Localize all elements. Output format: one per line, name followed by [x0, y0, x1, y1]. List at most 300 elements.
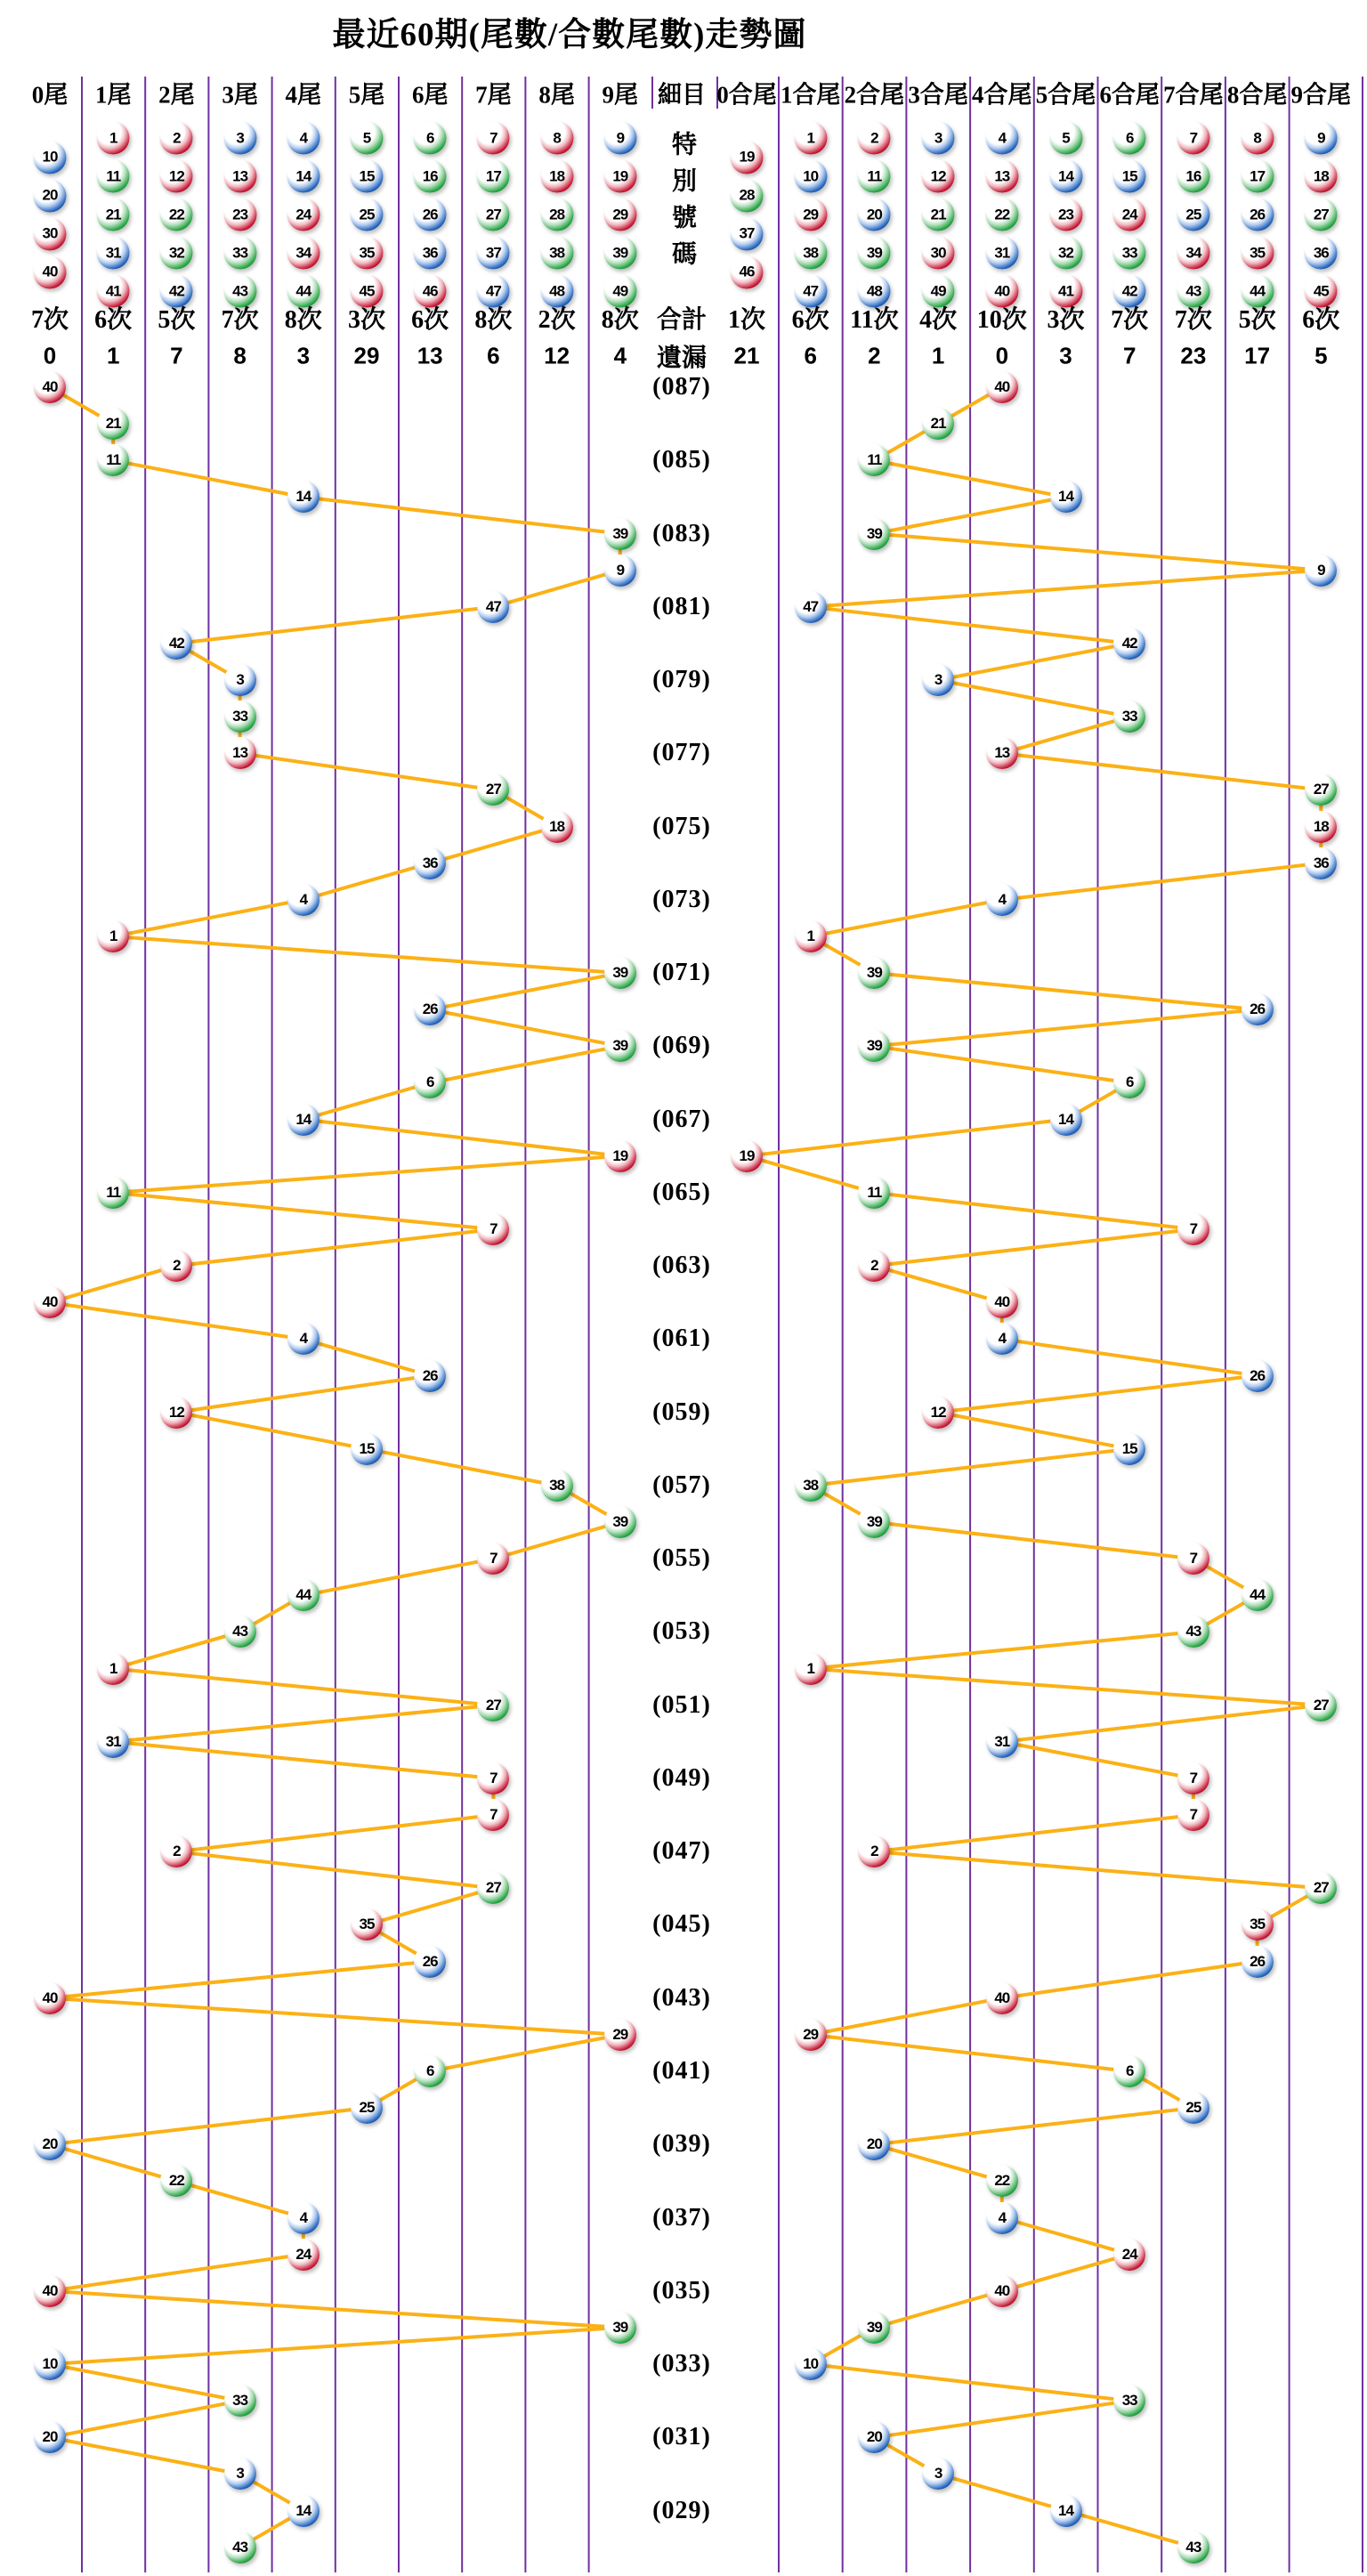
chart-ball-left-43: 43	[224, 1616, 256, 1648]
chart-ball-right-1: 1	[795, 1653, 827, 1685]
chart-ball-right-40: 40	[986, 371, 1018, 403]
chart-ball-left-40: 40	[34, 371, 66, 403]
header-ball-7: 7	[477, 122, 510, 155]
count-label-tail-9: 8次	[601, 306, 639, 334]
chart-ball-left-40: 40	[34, 2275, 66, 2307]
chart-ball-right-4: 4	[986, 2202, 1018, 2234]
header-ball-39: 39	[858, 237, 891, 270]
chart-title: 最近60期(尾數/合數尾數)走勢圖	[332, 17, 807, 53]
chart-ball-left-15: 15	[351, 1433, 383, 1465]
chart-ball-right-39: 39	[858, 2312, 890, 2344]
chart-ball-right-13: 13	[986, 737, 1018, 769]
chart-ball-right-18: 18	[1305, 811, 1337, 843]
header-ball-5: 5	[351, 122, 384, 155]
header-ball-2: 2	[858, 122, 891, 155]
chart-ball-right-14: 14	[1050, 1104, 1082, 1136]
chart-ball-right-31: 31	[986, 1726, 1018, 1758]
column-header-tail-6: 6尾	[411, 81, 449, 109]
count-label-tail-3: 7次	[221, 306, 259, 334]
chart-ball-right-10: 10	[795, 2348, 827, 2380]
header-ball-28: 28	[540, 198, 573, 231]
chart-ball-left-33: 33	[224, 2385, 256, 2417]
chart-ball-left-40: 40	[34, 1982, 66, 2014]
chart-ball-left-26: 26	[414, 1360, 446, 1392]
header-ball-18: 18	[1305, 160, 1338, 193]
period-label: (071)	[652, 959, 711, 987]
column-header-tail-0: 0尾	[31, 81, 69, 109]
period-label: (087)	[652, 373, 711, 401]
miss-label-tail-6: 13	[417, 342, 443, 369]
chart-ball-right-4: 4	[986, 884, 1018, 916]
header-ball-10: 10	[794, 160, 827, 193]
chart-ball-left-2: 2	[160, 1250, 192, 1282]
chart-ball-right-29: 29	[795, 2019, 827, 2051]
miss-label-sumtail-9: 5	[1314, 342, 1328, 369]
header-ball-17: 17	[1241, 160, 1274, 193]
header-ball-46: 46	[414, 275, 447, 308]
header-ball-30: 30	[922, 237, 955, 270]
header-ball-31: 31	[97, 237, 130, 270]
chart-ball-left-7: 7	[477, 1762, 509, 1794]
header-ball-26: 26	[414, 198, 447, 231]
chart-ball-left-4: 4	[287, 884, 320, 916]
count-label-sumtail-3: 4次	[919, 306, 958, 334]
count-label-sumtail-0: 1次	[727, 306, 766, 334]
header-ball-1: 1	[97, 122, 130, 155]
period-label: (081)	[652, 592, 711, 620]
chart-ball-left-7: 7	[477, 1543, 509, 1575]
header-ball-37: 37	[731, 217, 764, 250]
header-ball-14: 14	[1049, 160, 1082, 193]
header-ball-45: 45	[1305, 275, 1338, 308]
header-ball-38: 38	[540, 237, 573, 270]
header-ball-38: 38	[794, 237, 827, 270]
header-ball-19: 19	[731, 141, 764, 174]
column-header-sumtail-5: 5合尾	[1035, 81, 1096, 109]
miss-label-tail-5: 29	[353, 342, 380, 369]
chart-ball-left-33: 33	[224, 701, 256, 733]
miss-label-sumtail-5: 3	[1059, 342, 1072, 369]
period-label: (079)	[652, 666, 711, 694]
miss-label-sumtail-4: 0	[995, 342, 1009, 369]
header-ball-47: 47	[794, 275, 827, 308]
chart-ball-left-3: 3	[224, 664, 256, 696]
header-ball-31: 31	[985, 237, 1018, 270]
period-label: (053)	[652, 1617, 711, 1646]
miss-label-tail-7: 6	[487, 342, 500, 369]
chart-ball-left-14: 14	[287, 1104, 320, 1136]
chart-ball-right-47: 47	[795, 591, 827, 623]
header-ball-47: 47	[477, 275, 510, 308]
chart-ball-right-1: 1	[795, 920, 827, 952]
chart-ball-left-7: 7	[477, 1799, 509, 1831]
column-header-tail-9: 9尾	[602, 81, 639, 109]
header-ball-3: 3	[223, 122, 256, 155]
chart-ball-left-11: 11	[97, 444, 129, 476]
chart-ball-right-14: 14	[1050, 2495, 1082, 2527]
header-ball-10: 10	[34, 141, 67, 174]
chart-ball-right-40: 40	[986, 2275, 1018, 2307]
period-label: (055)	[652, 1544, 711, 1573]
chart-ball-right-43: 43	[1177, 2531, 1209, 2564]
column-header-sumtail-9: 9合尾	[1290, 81, 1352, 109]
header-ball-21: 21	[922, 198, 955, 231]
header-ball-43: 43	[223, 275, 256, 308]
header-ball-33: 33	[223, 237, 256, 270]
chart-ball-right-43: 43	[1177, 1616, 1209, 1648]
chart-ball-right-26: 26	[1242, 1360, 1274, 1392]
header-ball-43: 43	[1177, 275, 1209, 308]
period-label: (057)	[652, 1470, 711, 1499]
chart-ball-right-39: 39	[858, 957, 890, 989]
header-ball-13: 13	[985, 160, 1018, 193]
chart-ball-right-9: 9	[1305, 555, 1337, 587]
header-ball-8: 8	[1241, 122, 1274, 155]
miss-label-tail-1: 1	[106, 342, 120, 369]
header-ball-29: 29	[794, 198, 827, 231]
chart-ball-right-7: 7	[1177, 1543, 1209, 1575]
detail-column-header: 細目	[658, 81, 706, 109]
chart-ball-right-27: 27	[1305, 1872, 1337, 1904]
column-header-sumtail-3: 3合尾	[908, 81, 968, 109]
header-ball-32: 32	[160, 237, 193, 270]
header-ball-29: 29	[603, 198, 636, 231]
chart-ball-left-2: 2	[160, 1835, 192, 1867]
chart-ball-right-38: 38	[795, 1470, 827, 1502]
header-ball-4: 4	[985, 122, 1018, 155]
header-ball-20: 20	[858, 198, 891, 231]
header-ball-2: 2	[160, 122, 193, 155]
header-ball-22: 22	[160, 198, 193, 231]
period-label: (033)	[652, 2350, 711, 2378]
period-label: (075)	[652, 812, 711, 840]
chart-ball-left-22: 22	[160, 2165, 192, 2197]
chart-ball-left-19: 19	[604, 1140, 636, 1172]
chart-ball-right-3: 3	[922, 2458, 954, 2490]
count-label-sumtail-7: 7次	[1174, 306, 1212, 334]
chart-ball-left-43: 43	[224, 2531, 256, 2564]
period-label: (049)	[652, 1763, 711, 1792]
header-ball-5: 5	[1049, 122, 1082, 155]
chart-ball-right-44: 44	[1242, 1579, 1274, 1611]
period-label: (059)	[652, 1397, 711, 1426]
chart-ball-left-9: 9	[604, 555, 636, 587]
total-row-label: 合計	[656, 306, 708, 334]
period-label: (051)	[652, 1690, 711, 1719]
header-ball-18: 18	[540, 160, 573, 193]
header-ball-48: 48	[540, 275, 573, 308]
chart-ball-left-39: 39	[604, 1506, 636, 1538]
chart-ball-left-25: 25	[351, 2092, 383, 2124]
chart-ball-left-36: 36	[414, 847, 446, 879]
header-ball-14: 14	[287, 160, 320, 193]
chart-ball-right-39: 39	[858, 518, 890, 550]
column-header-sumtail-0: 0合尾	[716, 81, 777, 109]
header-ball-41: 41	[1049, 275, 1082, 308]
chart-ball-left-26: 26	[414, 1946, 446, 1978]
column-header-sumtail-6: 6合尾	[1099, 81, 1160, 109]
miss-label-sumtail-6: 7	[1122, 342, 1136, 369]
chart-ball-right-6: 6	[1113, 2055, 1145, 2087]
chart-ball-left-1: 1	[97, 920, 129, 952]
header-ball-40: 40	[985, 275, 1018, 308]
header-ball-23: 23	[223, 198, 256, 231]
header-ball-27: 27	[477, 198, 510, 231]
chart-ball-right-26: 26	[1242, 1946, 1274, 1978]
header-ball-16: 16	[1177, 160, 1209, 193]
chart-ball-right-40: 40	[986, 1982, 1018, 2014]
count-label-tail-4: 8次	[284, 306, 322, 334]
period-label: (069)	[652, 1032, 711, 1060]
chart-ball-right-21: 21	[922, 408, 954, 440]
count-label-sumtail-9: 6次	[1302, 306, 1340, 334]
header-ball-37: 37	[477, 237, 510, 270]
chart-ball-right-7: 7	[1177, 1213, 1209, 1245]
header-ball-46: 46	[731, 255, 764, 288]
header-ball-25: 25	[351, 198, 384, 231]
header-ball-44: 44	[287, 275, 320, 308]
header-ball-36: 36	[414, 237, 447, 270]
chart-ball-right-2: 2	[858, 1250, 890, 1282]
header-ball-9: 9	[603, 122, 636, 155]
chart-ball-left-13: 13	[224, 737, 256, 769]
header-ball-11: 11	[97, 160, 130, 193]
header-ball-42: 42	[1113, 275, 1146, 308]
chart-ball-left-24: 24	[287, 2239, 320, 2271]
count-label-sumtail-5: 3次	[1047, 306, 1085, 334]
header-ball-6: 6	[1113, 122, 1146, 155]
header-ball-40: 40	[34, 255, 67, 288]
period-label: (035)	[652, 2276, 711, 2305]
header-ball-25: 25	[1177, 198, 1209, 231]
column-header-tail-8: 8尾	[538, 81, 575, 109]
chart-ball-right-4: 4	[986, 1323, 1018, 1355]
header-ball-15: 15	[351, 160, 384, 193]
miss-label-tail-4: 3	[296, 342, 311, 369]
chart-ball-left-10: 10	[34, 2348, 66, 2380]
chart-ball-right-33: 33	[1113, 701, 1145, 733]
header-ball-8: 8	[540, 122, 573, 155]
missing-row-label: 遺漏	[656, 344, 708, 372]
count-label-sumtail-1: 6次	[791, 306, 829, 334]
miss-label-tail-9: 4	[613, 342, 627, 369]
chart-ball-left-4: 4	[287, 2202, 320, 2234]
period-label: (067)	[652, 1105, 711, 1133]
chart-ball-right-42: 42	[1113, 628, 1145, 660]
miss-label-tail-8: 12	[544, 342, 570, 369]
chart-ball-left-38: 38	[541, 1470, 573, 1502]
chart-ball-left-39: 39	[604, 1030, 636, 1062]
chart-ball-left-27: 27	[477, 1689, 509, 1721]
chart-ball-right-26: 26	[1242, 993, 1274, 1025]
header-ball-12: 12	[160, 160, 193, 193]
header-ball-34: 34	[287, 237, 320, 270]
header-ball-30: 30	[34, 217, 67, 250]
chart-ball-left-14: 14	[287, 481, 320, 513]
header-ball-45: 45	[351, 275, 384, 308]
chart-ball-right-20: 20	[858, 2128, 890, 2160]
count-label-tail-5: 3次	[347, 306, 386, 334]
header-ball-35: 35	[1241, 237, 1274, 270]
special-number-label: 特別號碼	[668, 131, 696, 277]
miss-label-tail-0: 0	[43, 342, 57, 369]
header-ball-23: 23	[1049, 198, 1082, 231]
chart-ball-left-44: 44	[287, 1579, 320, 1611]
chart-ball-left-35: 35	[351, 1908, 383, 1940]
chart-ball-right-15: 15	[1113, 1433, 1145, 1465]
miss-label-sumtail-0: 21	[733, 342, 760, 369]
header-ball-28: 28	[731, 179, 764, 212]
count-label-tail-7: 8次	[474, 306, 513, 334]
chart-ball-right-14: 14	[1050, 481, 1082, 513]
period-label: (045)	[652, 1910, 711, 1939]
chart-ball-left-39: 39	[604, 518, 636, 550]
chart-ball-right-20: 20	[858, 2421, 890, 2453]
count-label-tail-1: 6次	[94, 306, 133, 334]
header-ball-11: 11	[858, 160, 891, 193]
count-label-tail-6: 6次	[411, 306, 449, 334]
period-label: (061)	[652, 1324, 711, 1353]
count-label-sumtail-4: 10次	[976, 306, 1027, 334]
chart-ball-left-6: 6	[414, 2055, 446, 2087]
header-ball-4: 4	[287, 122, 320, 155]
column-header-sumtail-7: 7合尾	[1163, 81, 1224, 109]
chart-ball-left-21: 21	[97, 408, 129, 440]
chart-ball-left-27: 27	[477, 1872, 509, 1904]
header-ball-49: 49	[922, 275, 955, 308]
header-ball-7: 7	[1177, 122, 1209, 155]
chart-ball-left-40: 40	[34, 1286, 66, 1318]
header-ball-35: 35	[351, 237, 384, 270]
chart-ball-left-47: 47	[477, 591, 509, 623]
column-header-sumtail-2: 2合尾	[844, 81, 905, 109]
header-ball-42: 42	[160, 275, 193, 308]
chart-ball-left-1: 1	[97, 1653, 129, 1685]
chart-ball-right-7: 7	[1177, 1762, 1209, 1794]
chart-ball-right-6: 6	[1113, 1066, 1145, 1098]
header-ball-15: 15	[1113, 160, 1146, 193]
chart-ball-right-39: 39	[858, 1506, 890, 1538]
period-label: (039)	[652, 2130, 711, 2159]
chart-ball-left-3: 3	[224, 2458, 256, 2490]
header-ball-26: 26	[1241, 198, 1274, 231]
header-ball-17: 17	[477, 160, 510, 193]
chart-ball-right-40: 40	[986, 1286, 1018, 1318]
header-ball-27: 27	[1305, 198, 1338, 231]
chart-ball-left-31: 31	[97, 1726, 129, 1758]
chart-ball-right-22: 22	[986, 2165, 1018, 2197]
period-label: (073)	[652, 885, 711, 913]
period-label: (037)	[652, 2203, 711, 2232]
header-ball-34: 34	[1177, 237, 1209, 270]
count-label-tail-2: 5次	[158, 306, 196, 334]
chart-ball-left-27: 27	[477, 774, 509, 806]
chart-ball-left-20: 20	[34, 2128, 66, 2160]
header-ball-39: 39	[603, 237, 636, 270]
period-label: (065)	[652, 1178, 711, 1206]
chart-ball-right-27: 27	[1305, 1689, 1337, 1721]
header-ball-9: 9	[1305, 122, 1338, 155]
chart-ball-right-33: 33	[1113, 2385, 1145, 2417]
header-ball-21: 21	[97, 198, 130, 231]
period-label: (041)	[652, 2056, 711, 2085]
header-ball-6: 6	[414, 122, 447, 155]
header-ball-33: 33	[1113, 237, 1146, 270]
chart-ball-left-26: 26	[414, 993, 446, 1025]
chart-ball-right-39: 39	[858, 1030, 890, 1062]
period-label: (029)	[652, 2496, 711, 2524]
chart-ball-left-29: 29	[604, 2019, 636, 2051]
count-label-sumtail-2: 11次	[850, 306, 899, 334]
period-label: (063)	[652, 1252, 711, 1280]
chart-ball-left-39: 39	[604, 957, 636, 989]
chart-ball-left-20: 20	[34, 2421, 66, 2453]
header-ball-16: 16	[414, 160, 447, 193]
chart-ball-right-2: 2	[858, 1835, 890, 1867]
miss-label-sumtail-8: 17	[1244, 342, 1271, 369]
period-label: (047)	[652, 1837, 711, 1866]
count-label-tail-0: 7次	[30, 306, 69, 334]
chart-ball-left-11: 11	[97, 1177, 129, 1209]
miss-label-sumtail-3: 1	[931, 342, 945, 369]
header-ball-20: 20	[34, 179, 67, 212]
column-header-tail-3: 3尾	[222, 81, 258, 109]
header-ball-3: 3	[922, 122, 955, 155]
chart-ball-left-14: 14	[287, 2495, 320, 2527]
column-header-sumtail-4: 4合尾	[972, 81, 1032, 109]
chart-ball-right-11: 11	[858, 1177, 890, 1209]
header-ball-22: 22	[985, 198, 1018, 231]
header-ball-36: 36	[1305, 237, 1338, 270]
chart-ball-right-35: 35	[1242, 1908, 1274, 1940]
miss-label-sumtail-2: 2	[868, 342, 881, 369]
chart-ball-left-39: 39	[604, 2312, 636, 2344]
miss-label-tail-3: 8	[233, 342, 247, 369]
chart-ball-left-42: 42	[160, 628, 192, 660]
chart-ball-right-25: 25	[1177, 2092, 1209, 2124]
header-ball-32: 32	[1049, 237, 1082, 270]
period-label: (085)	[652, 446, 711, 474]
column-header-tail-2: 2尾	[158, 81, 195, 109]
chart-ball-right-12: 12	[922, 1397, 954, 1429]
chart-ball-right-3: 3	[922, 664, 954, 696]
chart-ball-left-6: 6	[414, 1066, 446, 1098]
miss-label-sumtail-1: 6	[804, 342, 817, 369]
header-ball-44: 44	[1241, 275, 1274, 308]
header-ball-24: 24	[287, 198, 320, 231]
header-ball-1: 1	[794, 122, 827, 155]
period-label: (083)	[652, 519, 711, 547]
chart-ball-right-27: 27	[1305, 774, 1337, 806]
column-header-sumtail-8: 8合尾	[1226, 81, 1288, 109]
miss-label-tail-2: 7	[170, 342, 183, 369]
column-header-tail-4: 4尾	[285, 81, 322, 109]
chart-ball-right-7: 7	[1177, 1799, 1209, 1831]
header-ball-12: 12	[922, 160, 955, 193]
chart-ball-right-36: 36	[1305, 847, 1337, 879]
chart-ball-right-19: 19	[731, 1140, 763, 1172]
chart-ball-left-18: 18	[541, 811, 573, 843]
count-label-sumtail-8: 5次	[1238, 306, 1276, 334]
header-ball-49: 49	[603, 275, 636, 308]
column-header-tail-5: 5尾	[348, 81, 385, 109]
column-header-tail-1: 1尾	[94, 81, 132, 109]
chart-ball-right-11: 11	[858, 444, 890, 476]
count-label-tail-8: 2次	[538, 306, 576, 334]
chart-ball-left-12: 12	[160, 1397, 192, 1429]
header-ball-24: 24	[1113, 198, 1146, 231]
header-ball-48: 48	[858, 275, 891, 308]
